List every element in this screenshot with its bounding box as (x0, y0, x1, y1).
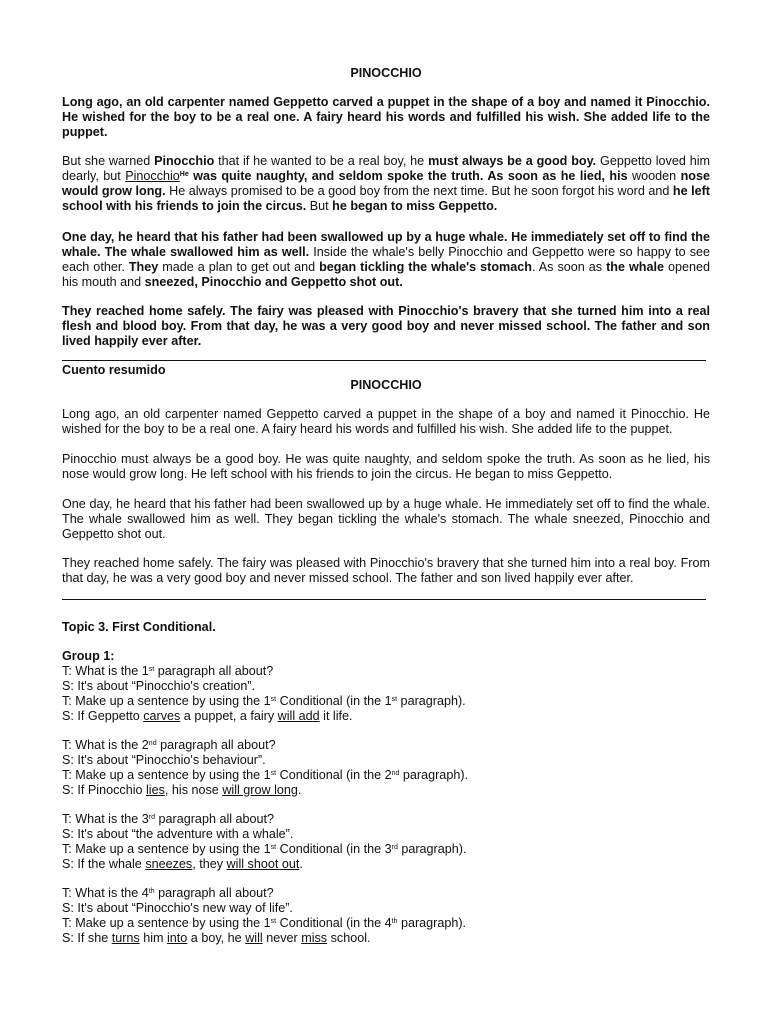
dialogue-line (62, 827, 710, 842)
text-run: sneezes (145, 857, 193, 871)
dialogue-block (62, 664, 710, 724)
text-run: . As soon as (531, 260, 607, 274)
text-run: S: If Geppetto (62, 709, 144, 723)
text-run: S: It's about “Pinocchio's creation”. (62, 679, 256, 693)
text-run: Conditional (in the 3 (276, 842, 392, 856)
text-run: S: If Pinocchio (62, 783, 146, 797)
text-run: was quite naughty, and seldom spoke the truth. As soon as he lied, his (188, 169, 628, 183)
text-run: nd (391, 770, 400, 777)
text-run: He always promised to be a good boy from the next time. But he soon forgot his word and (165, 184, 673, 198)
text-run: made a plan to get out and (158, 260, 320, 274)
text-run: nose would grow long. (62, 169, 710, 198)
text-run: T: Make up a sentence by using the 1 (62, 842, 271, 856)
text-run: T: What is the 4 (62, 886, 149, 900)
text-run: paragraph all about? (155, 812, 275, 826)
text-run: T: What is the 3 (62, 812, 149, 826)
text-run: paragraph all about? (154, 886, 274, 900)
dialogue-line (62, 916, 710, 931)
text-run: S: It's about “Pinocchio's new way of life”. (62, 901, 293, 915)
text-run: a puppet, a fairy (180, 709, 278, 723)
text-run: paragraph all about? (154, 664, 274, 678)
text-run: But (306, 199, 333, 213)
dialogue-line (62, 679, 710, 694)
text-run: . (299, 857, 303, 871)
dialogue-block (62, 812, 710, 872)
summary-paragraph-3: One day, he heard that his father had been swallowed up by a huge whale. He immediately set off to find the whale. The whale swallowed him as well. They began tickling the whale's stomach. The whale sneezed, Pinocchio and Geppetto shot out. (62, 497, 710, 541)
dialogue-line (62, 857, 710, 872)
text-run: must always be a good boy. (428, 154, 597, 168)
text-run: turns (111, 931, 140, 945)
divider-line (62, 599, 706, 600)
text-run: T: What is the 1 (62, 664, 149, 678)
text-run: Geppetto loved him dearly, but (62, 154, 710, 183)
dialogue-line (62, 886, 710, 901)
text-run: T: Make up a sentence by using the 1 (62, 768, 271, 782)
text-run: him (139, 931, 167, 945)
text-run: began tickling the whale's stomach (319, 260, 532, 274)
text-run: he began to miss Geppetto. (332, 199, 498, 213)
summary-paragraph-4: They reached home safely. The fairy was pleased with Pinocchio's bravery that she turned him into a real boy. From that day, he was a very good boy and never missed school. The father and son lived happily ever after. (62, 556, 710, 585)
text-run: S: It's about “Pinocchio's behaviour”. (62, 753, 266, 767)
text-run: wooden (627, 169, 681, 183)
text-run: But she warned (62, 154, 155, 168)
story-paragraph-2 (62, 154, 710, 214)
text-run: it life. (319, 709, 353, 723)
text-run: nd (148, 740, 157, 747)
text-run: st (270, 844, 277, 851)
text-run: paragraph). (397, 842, 467, 856)
text-run: st (148, 666, 155, 673)
dialogue-line (62, 812, 710, 827)
text-run: S: If she (62, 931, 112, 945)
text-run: S: It's about “the adventure with a whale”. (62, 827, 294, 841)
summary-label: Cuento resumido (62, 363, 166, 377)
text-run: Conditional (in the 1 (276, 694, 392, 708)
text-run: paragraph). (399, 768, 469, 782)
text-run: st (270, 918, 277, 925)
dialogue-line (62, 901, 710, 916)
text-run: will add (277, 709, 320, 723)
text-run: will (245, 931, 263, 945)
summary-paragraph-2: Pinocchio must always be a good boy. He was quite naughty, and seldom spoke the truth. As soon as he lied, his nose would grow long. He left school with his friends to join the circus. He began to miss Geppetto. (62, 452, 710, 481)
text-run: will shoot out (226, 857, 300, 871)
summary-title: PINOCCHIO (350, 378, 422, 392)
text-run: miss (301, 931, 328, 945)
dialogue-block (62, 886, 710, 946)
text-run: T: What is the 2 (62, 738, 149, 752)
text-run: . (297, 783, 302, 797)
topic-heading: Topic 3. First Conditional. (62, 620, 216, 634)
text-run: he left school with his friends to join the circus. (62, 184, 711, 213)
text-run: that if he wanted to be a real boy, he (214, 154, 429, 168)
text-run: carves (143, 709, 181, 723)
text-run: th (391, 918, 398, 925)
text-run: Pinocchio (154, 154, 215, 168)
dialogue-line (62, 694, 710, 709)
story-paragraph-4: They reached home safely. The fairy was pleased with Pinocchio's bravery that she turned him into a real flesh and blood boy. From that day, he was a very good boy and never missed school. The father and son lived happily ever after. (62, 304, 710, 348)
text-run: the whale (606, 260, 664, 274)
dialogue-line (62, 768, 710, 783)
dialogue-block (62, 738, 710, 798)
text-run: Inside the whale's belly Pinocchio and Geppetto were so happy to see each other. (62, 245, 710, 274)
group-heading: Group 1: (62, 649, 115, 663)
text-run: rd (148, 814, 156, 821)
divider-line (62, 360, 706, 361)
text-run: school. (327, 931, 371, 945)
text-run: will grow long (222, 783, 298, 797)
dialogue-line (62, 842, 710, 857)
dialogue-line (62, 753, 710, 768)
story-title: PINOCCHIO (350, 66, 422, 80)
text-run: st (270, 696, 277, 703)
text-run: opened his mouth and (62, 260, 710, 289)
summary-paragraph-1: Long ago, an old carpenter named Geppetto carved a puppet in the shape of a boy and named it Pinocchio. He wished for the boy to be a real one. A fairy heard his words and fulfilled his wish. She added life to the puppet. (62, 407, 710, 436)
text-run: Pinocchio (125, 169, 180, 183)
text-run: st (391, 696, 398, 703)
text-run: They (128, 260, 159, 274)
text-run: One day, he heard that his father had been swallowed up by a huge whale. He immediately set off to find the whale. The whale swallowed him as well. (62, 230, 710, 259)
text-run: paragraph all about? (156, 738, 276, 752)
text-run: lies (146, 783, 165, 797)
text-run: Conditional (in the 2 (276, 768, 392, 782)
text-run: He (179, 171, 189, 178)
text-run: T: Make up a sentence by using the 1 (62, 916, 271, 930)
text-run: paragraph). (397, 694, 466, 708)
text-run: th (148, 888, 155, 895)
story-paragraph-3 (62, 230, 710, 290)
text-run: paragraph). (397, 916, 467, 930)
text-run: Conditional (in the 4 (276, 916, 392, 930)
text-run: a boy, he (187, 931, 246, 945)
text-run: S: If the whale (62, 857, 146, 871)
text-run: sneezed, Pinocchio and Geppetto shot out. (144, 275, 403, 289)
text-run: st (270, 770, 277, 777)
dialogue-line (62, 931, 710, 946)
text-run: rd (391, 844, 398, 851)
text-run: , they (192, 857, 227, 871)
text-run: never (262, 931, 302, 945)
dialogue-line (62, 738, 710, 753)
dialogue-line (62, 709, 710, 724)
dialogue-line (62, 664, 710, 679)
dialogue-line (62, 783, 710, 798)
text-run: , his nose (164, 783, 223, 797)
story-paragraph-1: Long ago, an old carpenter named Geppetto carved a puppet in the shape of a boy and named it Pinocchio. He wished for the boy to be a real one. A fairy heard his words and fulfilled his wish. She added life to the puppet. (62, 95, 710, 139)
text-run: into (167, 931, 188, 945)
text-run: T: Make up a sentence by using the 1 (62, 694, 271, 708)
